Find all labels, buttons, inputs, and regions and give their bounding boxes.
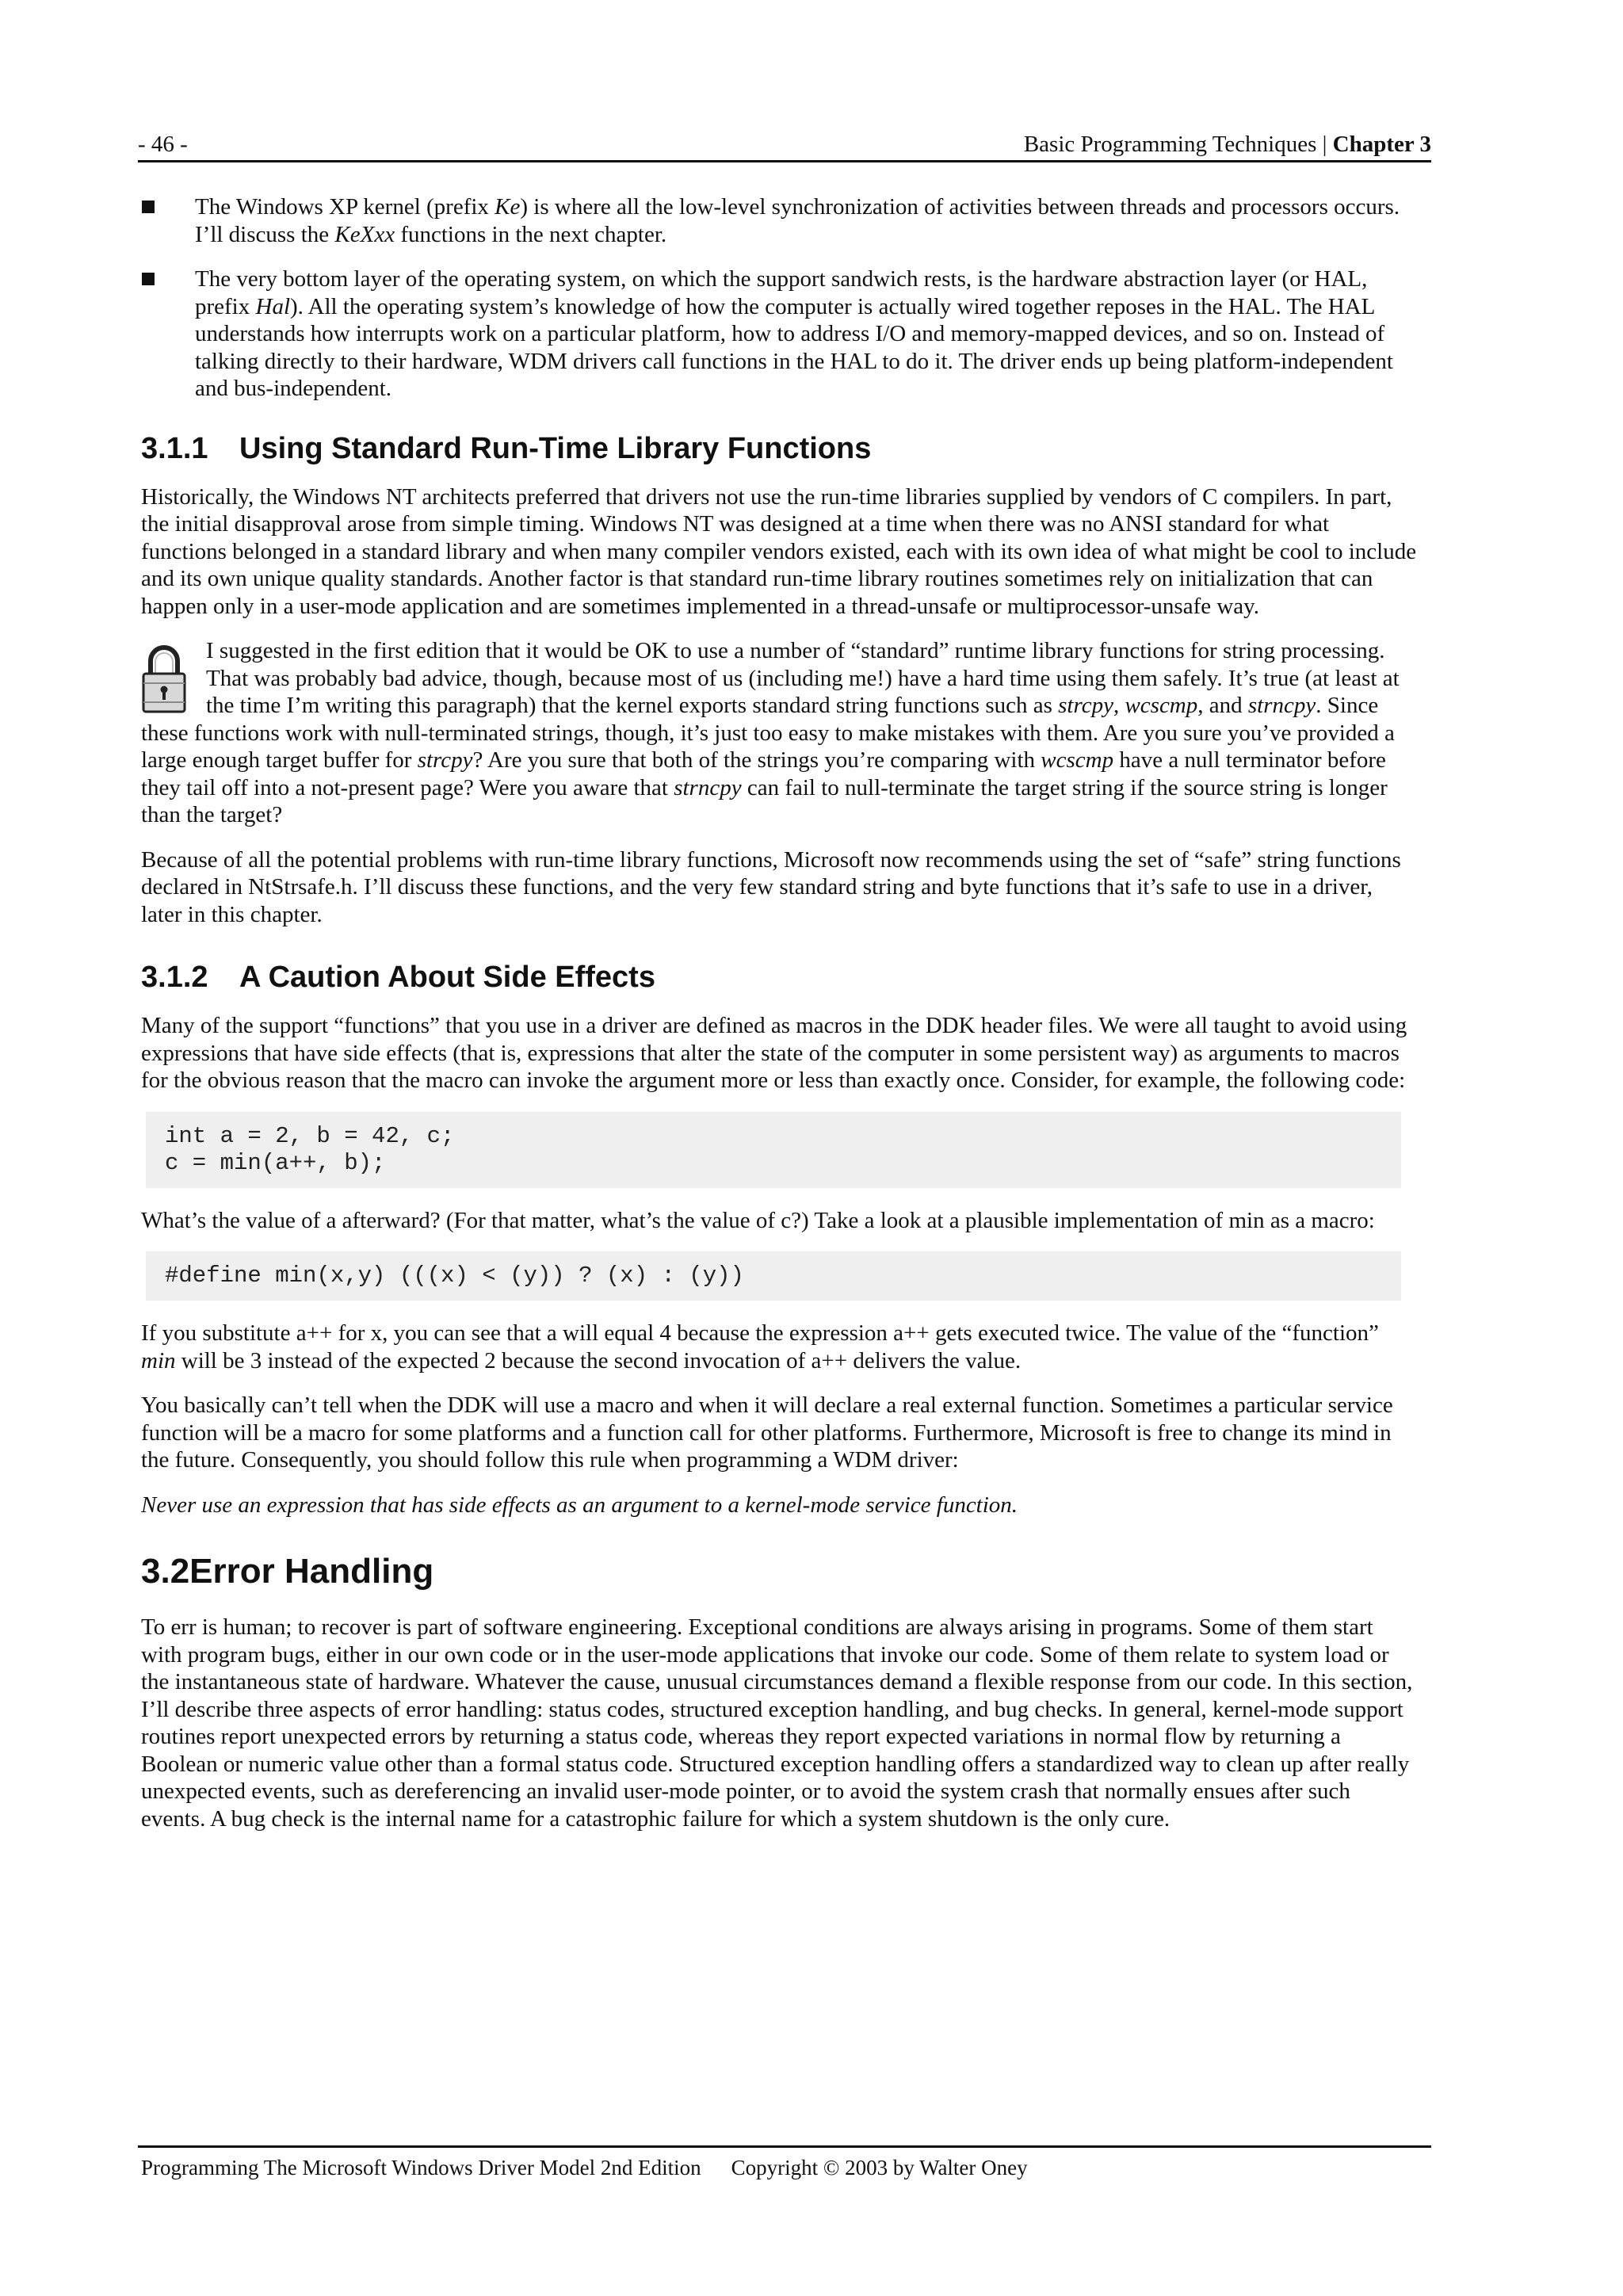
note-text: I suggested in the first edition that it would be OK to use a number of “standard” runtime library functions for string processing. That was probably bad advice, though, because most of us (including me!) have a hard time using them safely. It’s true (at least at the time I’m writing this paragraph) that the kernel exports standard string functions such as: [206, 638, 1400, 718]
bullet-text: The very bottom layer of the operating system, on which the support sandwich rests, is the hardware abstraction layer (or HAL, prefix: [195, 266, 1368, 319]
section-number: 3.1.1: [141, 431, 208, 465]
page-header: [138, 128, 1431, 162]
section-heading-3-1-2: [141, 960, 1417, 995]
note-text: ,: [1113, 693, 1125, 718]
note-italic: wcscmp: [1041, 747, 1114, 773]
section-heading-3-2: [141, 1552, 1417, 1591]
code-block: int a = 2, b = 42, c; c = min(a++, b);: [146, 1112, 1401, 1188]
paragraph-text: will be 3 instead of the expected 2 because the second invocation of a++ delivers the value.: [175, 1347, 1022, 1373]
note-italic: strncpy: [1247, 693, 1316, 718]
note-text: . Since these functions work with null-terminated strings, though, it’s just too easy to make mistakes with them. Are you sure you’ve provided a large enough target buffer for: [141, 693, 1395, 773]
paragraph-text: If you substitute a++ for x, you can see that a will equal 4 because the expression a++ gets executed twice. The value of the “function”: [141, 1320, 1379, 1346]
footer-copyright: Copyright © 2003 by Walter Oney: [731, 2156, 1028, 2179]
note-italic: strncpy: [674, 774, 742, 800]
note-text: can fail to null-terminate the target string if the source string is longer than the target?: [141, 774, 1388, 827]
bullet-square-icon: [142, 201, 155, 213]
note-italic: wcscmp: [1125, 693, 1198, 718]
footer-book-title: Programming The Microsoft Windows Driver Model 2nd Edition: [141, 2156, 701, 2179]
page-number: - 46 -: [138, 132, 188, 157]
page-footer: [141, 2156, 1028, 2180]
lock-icon: [139, 640, 189, 716]
running-head: [1024, 132, 1431, 158]
bullet-text: ) is where all the low-level synchronization of activities between threads and processors occurs. I’ll discuss the: [195, 194, 1400, 247]
note-text: ? Are you sure that both of the strings you’re comparing with: [472, 747, 1041, 773]
section-title: Using Standard Run-Time Library Functions: [239, 431, 872, 465]
caution-note: [141, 637, 1417, 829]
bullet-item-kernel: [141, 193, 1417, 248]
bullet-text: The Windows XP kernel (prefix: [195, 194, 495, 220]
paragraph: You basically can’t tell when the DDK will use a macro and when it will declare a real external function. Sometimes a particular service function will be a macro for some platforms and a function call for other platforms. Furthermore, Microsoft is free to change its mind in the future. Consequently, you should follow this rule when programming a WDM driver:: [141, 1392, 1393, 1473]
page-body: [141, 193, 1417, 1850]
note-italic: strcpy: [1058, 693, 1113, 718]
paragraph: Historically, the Windows NT architects preferred that drivers not use the run-time libraries supplied by vendors of C compilers. In part, the initial disapproval arose from simple timing. Windows NT was designed at a time when there was no ANSI standard for what functions belonged in a standard library and when many compiler vendors existed, each with its own idea of what might be cool to include and its own unique quality standards. Another factor is that standard run-time library routines sometimes rely on initialization that can happen only in a user-mode application and are sometimes implemented in a thread-unsafe or multiprocessor-unsafe way.: [141, 483, 1417, 619]
paragraph: [141, 1320, 1417, 1374]
section-title: A Caution About Side Effects: [239, 961, 655, 994]
note-text: have a null terminator before they tail off into a not-present page? Were you aware that: [141, 747, 1386, 800]
section-number: 3.2: [141, 1552, 190, 1591]
note-text: , and: [1197, 693, 1248, 718]
paragraph: To err is human; to recover is part of software engineering. Exceptional conditions are always arising in programs. Some of them start with program bugs, either in our own code or in the user-mode applications that invoke our code. Some of them relate to system load or the instantaneous state of hardware. Whatever the cause, unusual circumstances demand a flexible response from our code. In this section, I’ll describe three aspects of error handling: status codes, structured exception handling, and bug checks. In general, kernel-mode support routines report unexpected errors by returning a status code, whereas they report expected variations in normal flow by returning a Boolean or numeric value other than a formal status code. Structured exception handling offers a standardized way to clean up after really unexpected events, such as dereferencing an invalid user-mode pointer, or to avoid the system crash that normally ensues after such events. A bug check is the internal name for a catastrophic failure for which a system shutdown is the only cure.: [141, 1614, 1413, 1832]
running-head-section: Basic Programming Techniques |: [1023, 132, 1333, 157]
rule-statement: [141, 1492, 1417, 1519]
bullet-square-icon: [142, 273, 155, 285]
rule-italic: Never use an expression that has side effects as an argument to a kernel-mode service function.: [141, 1492, 1018, 1518]
bullet-italic: Ke: [495, 194, 521, 220]
paragraph: Because of all the potential problems with run-time library functions, Microsoft now recommends using the set of “safe” string functions declared in NtStrsafe.h. I’ll discuss these functions, and the very few standard string and byte functions that it’s safe to use in a driver, later in this chapter.: [141, 846, 1401, 927]
section-heading-3-1-1: [141, 431, 1417, 466]
note-italic: strcpy: [417, 747, 473, 773]
paragraph: What’s the value of a afterward? (For that matter, what’s the value of c?) Take a look at a plausible implementation of min as a macro:: [141, 1207, 1375, 1233]
paragraph: Many of the support “functions” that you use in a driver are defined as macros in the DDK header files. We were all taught to avoid using expressions that have side effects (that is, expressions that alter the state of the computer in some persistent way) as arguments to macros for the obvious reason that the macro can invoke the argument more or less than exactly once. Consider, for example, the following code:: [141, 1013, 1407, 1093]
bullet-italic: Hal: [255, 293, 290, 319]
bullet-text: functions in the next chapter.: [395, 221, 667, 247]
bullet-text: ). All the operating system’s knowledge of how the computer is actually wired together reposes in the HAL. The HAL understands how interrupts work on a particular platform, how to address I/O and memory-mapped devices, and so on. Instead of talking directly to their hardware, WDM drivers call functions in the HAL to do it. The driver ends up being platform-independent and bus-independent.: [195, 293, 1393, 401]
footer-divider: [138, 2145, 1431, 2148]
paragraph-italic: min: [141, 1347, 176, 1373]
bullet-item-hal: [141, 266, 1417, 403]
code-block-macro: #define min(x,y) (((x) < (y)) ? (x) : (y)): [146, 1251, 1401, 1301]
section-number: 3.1.2: [141, 961, 208, 994]
running-head-chapter: Chapter 3: [1332, 132, 1431, 157]
section-title: Error Handling: [189, 1552, 434, 1591]
bullet-italic: KeXxx: [334, 221, 395, 247]
